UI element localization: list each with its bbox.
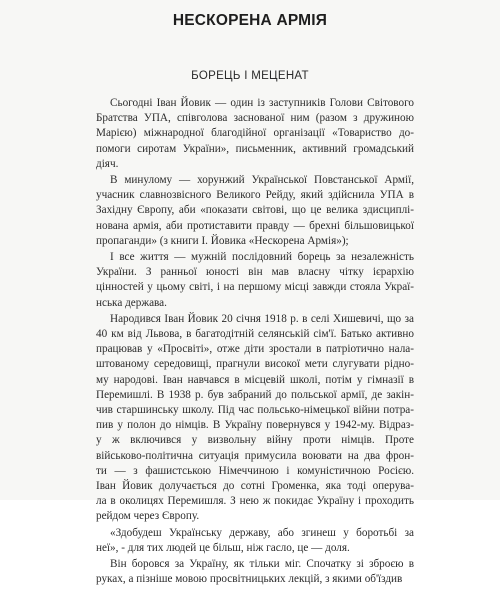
text-line: нована армія, аби протиставити правду — брехні більшовицької xyxy=(96,219,414,232)
text-line: учасник славнозвісного Великого Рейду, який здійснила УПА в xyxy=(96,189,414,202)
paragraph xyxy=(96,96,414,172)
paragraph xyxy=(96,173,414,249)
page-title: НЕСКОРЕНА АРМІЯ xyxy=(172,12,328,29)
text-line: Братства УПА, співголова заснованої ним (разом з дружиною xyxy=(96,112,414,125)
text-line: України. З ранньої юності він мав власну чітку ієрархію xyxy=(96,266,414,279)
section-subtitle: БОРЕЦЬ І МЕЦЕНАТ xyxy=(191,70,309,82)
text-line: пив у полон до німців. В Україну повернувся у 1942-му. Відраз- xyxy=(96,419,414,432)
text-line: му народові. Іван навчався в місцевій школі, потім у гімназії в xyxy=(96,373,414,386)
text-line: В минулому — хорунжий Української Повстанської Армії, xyxy=(110,174,414,187)
text-line: чив старшинську школу. Під час польсько-німецької війни потра- xyxy=(96,404,414,417)
text-line: неї», - для тих людей це більш, ніж гасло, це — доля. xyxy=(96,541,350,554)
paragraph xyxy=(96,312,414,525)
text-line: у ж включився у визвольну війну проти німців. Проте xyxy=(96,434,414,447)
text-line: Перемишлі. В 1938 р. був забраний до польської армії, де закін- xyxy=(96,388,414,401)
text-line: Народився Іван Йовик 20 січня 1918 р. в селі Хишевичі, що за xyxy=(110,312,414,325)
text-line: пропаганди» (з книги І. Йовика «Нескорена Армія»); xyxy=(96,234,349,247)
body-text xyxy=(96,96,414,589)
text-line: військово-політична ситуація примусила воювати на два фрон- xyxy=(96,449,414,462)
paragraph xyxy=(96,250,414,311)
text-line: 40 км від Львова, в багатодітній селянській сім'ї. Батько активно xyxy=(96,328,414,341)
text-line: «Здобудеш Українську державу, або згинеш у боротьбі за xyxy=(110,526,414,539)
text-line: ти — з фашистською Німеччиною і комуністичною Росією. xyxy=(96,464,414,477)
text-line: І все життя — мужній послідовний борець за незалежність xyxy=(110,251,414,264)
text-line: Він боровся за Україну, як тільки міг. Спочатку зі зброєю в xyxy=(110,558,414,571)
paragraph xyxy=(96,526,414,556)
text-line: працював у «Просвіті», отже діти зростали в патріотично нала- xyxy=(96,343,414,356)
text-line: рейдом через Європу. xyxy=(96,510,200,523)
text-line: Сьогодні Іван Йовик — один із заступників Голови Світового xyxy=(110,97,414,109)
text-line: помоги сиротам України», письменник, активний громадський xyxy=(96,142,414,155)
text-line: Західну Європу, аби «показати світові, що це велика здисциплі- xyxy=(96,204,414,217)
text-line: діяч. xyxy=(96,157,119,170)
text-line: штованому середовищі, прагнули високої мети слугувати рідно- xyxy=(96,358,414,371)
text-line: руках, а пізніше мовою просвітницьких лекцій, з якими об'їздив xyxy=(96,573,403,586)
text-line: ла в околицях Перемишля. З нею ж покидає Україну і проходить xyxy=(96,495,414,508)
text-line: цінностей у цьому світі, і на першому місці завжди стояла Украї- xyxy=(96,281,414,294)
text-line: Марією) міжнародної благодійної організації «Товариство до- xyxy=(96,127,414,140)
paragraph xyxy=(96,557,414,587)
text-line: нська держава. xyxy=(96,296,167,309)
text-line: Іван Йовик долучається до сотні Громенка, яка тоді оперува- xyxy=(96,480,414,493)
